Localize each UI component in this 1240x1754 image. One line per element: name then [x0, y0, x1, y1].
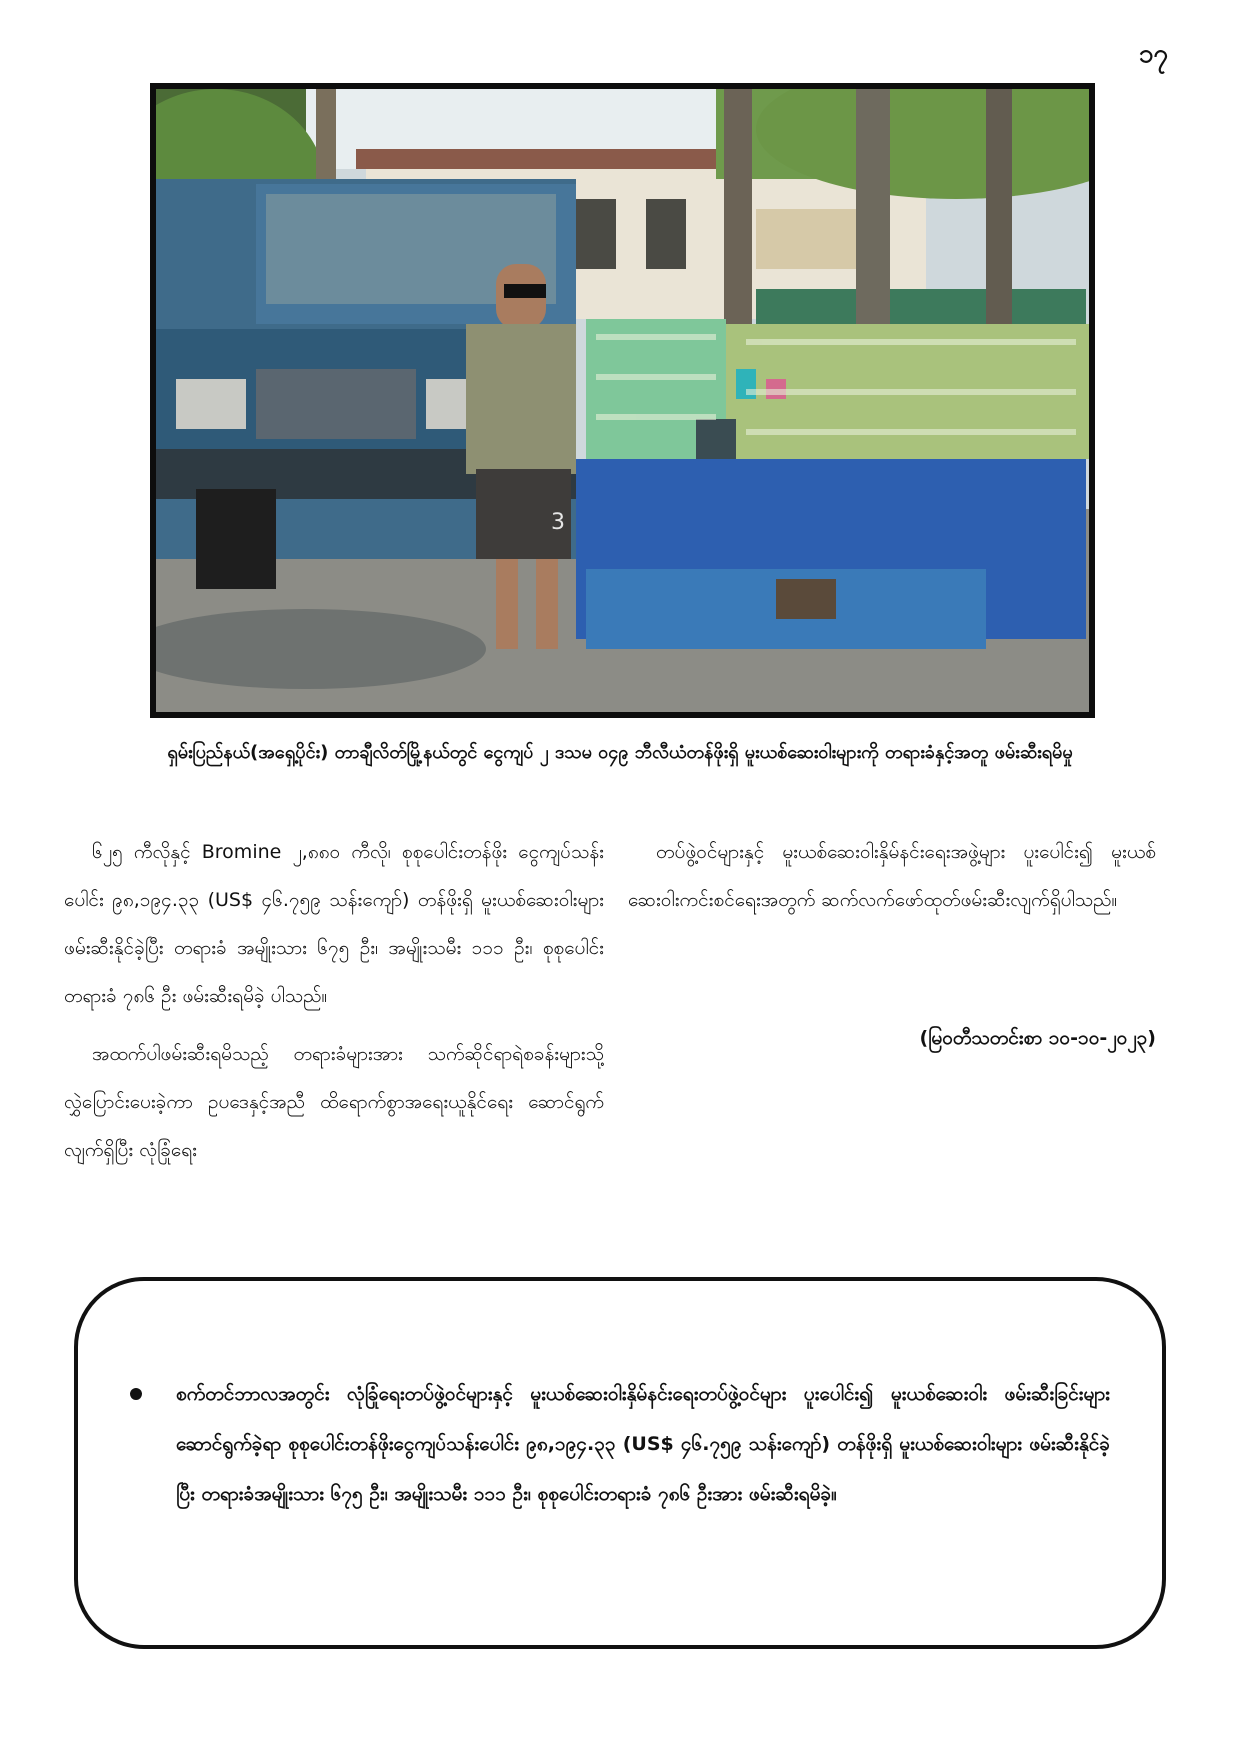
page-number: ၁၇: [1138, 39, 1168, 69]
shirt-number: 3: [551, 510, 565, 535]
right-column: [628, 828, 1156, 1062]
left-column: [64, 828, 604, 1184]
summary-text: စက်တင်ဘာလအတွင်း လုံခြုံရေးတပ်ဖွဲ့ဝင်များနှင့် မူးယစ်ဆေးဝါးနှိမ်နင်းရေးတပ်ဖွဲ့ဝင်များ ပူးပေါင်း၍ မူးယစ်ဆေးဝါး ဖမ်းဆီးခြင်းများဆောင်ရွက်ခဲ့ရာ စုစုပေါင်းတန်ဖိုးငွေကျပ်သန်းပေါင်း ၉၈,၁၉၄.၃၃ (US$ ၄၆.၇၅၉ သန်းကျော်) တန်ဖိုးရှိ မူးယစ်ဆေးဝါးများ ဖမ်းဆီးနိုင်ခဲ့ပြီး တရားခံအမျိုးသား ၆၇၅ ဦး၊ အမျိုးသမီး ၁၁၁ ဦး၊ စုစုပေါင်းတရားခံ ၇၈၆ ဦးအား ဖမ်းဆီးရမိခဲ့။: [176, 1383, 1110, 1505]
news-photo: [150, 83, 1095, 718]
left-paragraph-2: အထက်ပါဖမ်းဆီးရမိသည့် တရားခံများအား သက်ဆိုင်ရာရဲစခန်းများသို့ လွှဲပြောင်းပေးခဲ့ကာ ဥပဒေနှင့်အညီ ထိရောက်စွာအရေးယူနိုင်ရေး ဆောင်ရွက်လျက်ရှိပြီး လုံခြုံရေး: [64, 1043, 604, 1161]
photo-caption: ရှမ်းပြည်နယ်(အရှေ့ပိုင်း) တာချီလိတ်မြို့နယ်တွင် ငွေကျပ် ၂ ဒသမ ၀၄၉ ဘီလီယံတန်ဖိုးရှိ မူးယစ်ဆေးဝါးများကို တရားခံနှင့်အတူ ဖမ်းဆီးရမိမှု: [167, 742, 1073, 763]
right-paragraph-1: တပ်ဖွဲ့ဝင်များနှင့် မူးယစ်ဆေးဝါးနှိမ်နင်းရေးအဖွဲ့များ ပူးပေါင်း၍ မူးယစ်ဆေးဝါးကင်းစင်ရေးအတွက် ဆက်လက်ဖော်ထုတ်ဖမ်းဆီးလျက်ရှိပါသည်။: [628, 841, 1156, 911]
news-source: (မြဝတီသတင်းစာ ၁၀-၁၀-၂၀၂၃): [919, 1027, 1156, 1049]
summary-box: [74, 1277, 1166, 1649]
summary-list: [130, 1369, 1110, 1519]
summary-item: [130, 1369, 1110, 1519]
bullet-icon: [130, 1388, 142, 1400]
left-paragraph-1: ၆၂၅ ကီလိုနှင့် Bromine ၂,၈၈၀ ကီလို၊ စုစုပေါင်းတန်ဖိုး ငွေကျပ်သန်းပေါင်း ၉၈,၁၉၄.၃၃ (US$ ၄၆.၇၅၉ သန်းကျော်) တန်ဖိုးရှိ မူးယစ်ဆေးဝါးများ ဖမ်းဆီးနိုင်ခဲ့ပြီး တရားခံ အမျိုးသား ၆၇၅ ဦး၊ အမျိုးသမီး ၁၁၁ ဦး၊ စုစုပေါင်း တရားခံ ၇၈၆ ဦး ဖမ်းဆီးရမိခဲ့ ပါသည်။: [64, 841, 604, 1007]
drug-seizure-photo: [156, 89, 1089, 712]
